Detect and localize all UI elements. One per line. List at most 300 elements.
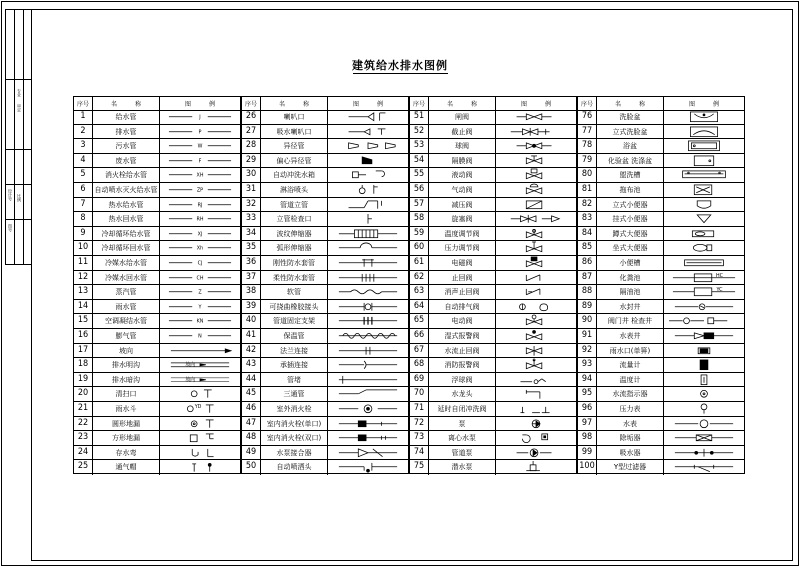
row-number: 68 — [413, 359, 425, 370]
row-number: 73 — [413, 432, 425, 443]
line-icon — [160, 227, 240, 241]
row-number: 30 — [245, 169, 257, 180]
row-name: 异径管 — [283, 142, 305, 151]
row-number: 14 — [77, 300, 89, 311]
row-name: 离心水泵 — [448, 434, 476, 443]
row-name: 液动阀 — [451, 171, 473, 180]
row-number: 99 — [581, 446, 593, 457]
table-row — [242, 344, 408, 359]
row-name: 闸阀 — [455, 113, 469, 121]
row-number: 88 — [581, 286, 593, 297]
header-no: 序号 — [580, 101, 593, 108]
table-row — [578, 183, 744, 198]
row-number: 47 — [245, 417, 257, 428]
row-name: 水龙头 — [451, 390, 473, 399]
table-row — [410, 271, 576, 286]
table-row — [242, 314, 408, 329]
table-row — [74, 125, 240, 140]
table-row — [242, 227, 408, 242]
svg-text:J: J — [199, 114, 201, 121]
row-number: 6 — [80, 184, 86, 194]
row-number: 29 — [245, 154, 257, 165]
linepump-icon — [496, 446, 576, 460]
row-name: 偏心异径管 — [276, 156, 312, 165]
row-number: 11 — [77, 257, 89, 267]
row-name: 给水管 — [115, 113, 137, 121]
line-icon — [160, 110, 240, 124]
row-number: 22 — [77, 417, 89, 428]
table-row — [578, 446, 744, 461]
legend-header — [410, 97, 576, 111]
row-name: 管道立管 — [280, 200, 308, 209]
drain-icon — [160, 417, 240, 431]
table-row — [578, 271, 744, 286]
line-icon — [160, 285, 240, 299]
line-icon — [160, 168, 240, 182]
row-number: 43 — [245, 359, 257, 370]
table-row — [410, 431, 576, 446]
legend-header — [578, 97, 744, 111]
table-row — [74, 460, 240, 475]
row-number: 53 — [413, 140, 425, 151]
svg-text:P: P — [198, 129, 202, 136]
row-name: 自动排气阀 — [444, 302, 480, 311]
plugv-icon — [496, 212, 576, 226]
shower-icon — [328, 183, 408, 197]
wells-icon — [664, 314, 744, 328]
row-number: 95 — [581, 388, 593, 399]
svg-text:Xh: Xh — [196, 246, 204, 253]
table-row — [578, 417, 744, 432]
riser-icon — [328, 198, 408, 212]
airv-icon — [496, 300, 576, 314]
row-number: 41 — [245, 330, 257, 340]
row-number: 17 — [77, 344, 89, 355]
insul-icon — [328, 329, 408, 343]
titleblock-text: 专业 — [17, 89, 22, 97]
row-name: 流量计 — [619, 361, 641, 370]
row-name: 雨水口(单箅) — [609, 346, 651, 355]
line-icon — [160, 256, 240, 270]
header-no: 序号 — [76, 101, 89, 108]
squat-icon — [664, 227, 744, 241]
row-number: 62 — [413, 271, 425, 282]
table-row — [74, 417, 240, 432]
row-number: 40 — [245, 315, 257, 326]
line-icon — [160, 314, 240, 328]
row-number: 77 — [581, 125, 593, 136]
titleblock-text: 设计号 — [8, 189, 13, 201]
row-number: 44 — [245, 373, 257, 384]
ditch-icon — [160, 358, 240, 372]
table-row — [242, 446, 408, 461]
row-number: 20 — [77, 388, 89, 399]
row-name: 球阀 — [455, 142, 469, 151]
table-row — [410, 198, 576, 213]
row-name: 弧形伸缩器 — [276, 244, 312, 253]
row-number: 92 — [581, 344, 593, 355]
row-name: 吸水器 — [619, 448, 641, 457]
row-number: 32 — [245, 198, 257, 209]
table-row — [578, 300, 744, 315]
pump-icon — [496, 417, 576, 431]
header-symbol: 图 例 — [352, 101, 383, 108]
row-number: 26 — [245, 111, 257, 121]
arc-icon — [328, 241, 408, 255]
reducer2-icon — [328, 154, 408, 168]
row-name: 旋塞阀 — [451, 215, 473, 224]
flowind-icon — [664, 387, 744, 401]
legend-block — [577, 96, 745, 474]
row-number: 87 — [581, 271, 593, 282]
prv-icon — [496, 198, 576, 212]
row-number: 21 — [77, 403, 89, 413]
table-row — [410, 329, 576, 344]
row-name: 水表井 — [619, 332, 641, 340]
row-name: 消声止回阀 — [444, 288, 480, 297]
row-name: 电动阀 — [451, 317, 473, 326]
row-name: 三通管 — [283, 390, 305, 399]
tee-icon — [328, 387, 408, 401]
table-row — [578, 358, 744, 373]
table-row — [410, 227, 576, 242]
table-row — [242, 139, 408, 154]
row-name: 室内消火栓(双口) — [266, 434, 322, 443]
titleblock-text: 比例 — [17, 194, 22, 202]
table-row — [242, 154, 408, 169]
flush-icon — [496, 402, 576, 416]
row-name: 化验盆 洗涤盆 — [607, 156, 653, 165]
header-name: 名 称 — [446, 101, 477, 108]
row-name: 承插连接 — [280, 361, 308, 370]
svg-text:Y: Y — [198, 304, 202, 311]
solenoid-icon — [496, 256, 576, 270]
row-number: 8 — [80, 213, 86, 224]
row-name: 蒸汽管 — [115, 288, 137, 297]
table-row — [410, 154, 576, 169]
row-name: 可挠曲橡胶接头 — [269, 302, 319, 311]
toilet-icon — [664, 241, 744, 255]
subpump-icon — [496, 460, 576, 474]
hose-icon — [328, 285, 408, 299]
table-row — [242, 358, 408, 373]
row-name: 排水管 — [115, 127, 137, 136]
row-name: 止回阀 — [451, 273, 473, 282]
svg-text:F: F — [198, 158, 202, 165]
line-icon — [160, 329, 240, 343]
table-row — [578, 387, 744, 402]
row-name: 膨气管 — [115, 332, 137, 340]
svg-text:XJ: XJ — [197, 231, 203, 238]
check-icon — [328, 212, 408, 226]
header-name: 名 称 — [278, 101, 309, 108]
svg-text:YC: YC — [716, 287, 723, 294]
table-row — [410, 256, 576, 271]
trough-icon — [664, 168, 744, 182]
table-row — [242, 402, 408, 417]
header-name: 名 称 — [614, 101, 645, 108]
row-name: 排水暗沟 — [112, 375, 140, 384]
row-name: 除垢器 — [619, 434, 641, 443]
row-number: 46 — [245, 403, 257, 413]
row-name: 淋浴喷头 — [280, 186, 308, 194]
row-name: 温度调节阀 — [444, 229, 480, 238]
row-name: 冷媒水给水管 — [105, 259, 147, 267]
table-row — [410, 285, 576, 300]
row-number: 69 — [413, 373, 425, 384]
table-row — [578, 198, 744, 213]
meterwell-icon — [664, 329, 744, 343]
row-number: 70 — [413, 388, 425, 399]
row-number: 75 — [413, 461, 425, 472]
urtrough-icon — [664, 256, 744, 270]
row-number: 42 — [245, 344, 257, 355]
svg-text:HC: HC — [716, 272, 724, 279]
row-name: 存水弯 — [115, 448, 137, 457]
table-row — [578, 241, 744, 256]
table-row — [74, 358, 240, 373]
row-number: 63 — [413, 286, 425, 297]
row-name: 喇叭口 — [283, 113, 305, 121]
row-name: 隔膜阀 — [451, 156, 473, 165]
row-name: 室内消火栓(单口) — [266, 419, 322, 428]
table-row — [242, 110, 408, 125]
row-name: 管堵 — [287, 375, 301, 384]
table-row — [410, 241, 576, 256]
floatv-icon — [496, 373, 576, 387]
row-number: 49 — [245, 446, 257, 457]
row-number: 12 — [77, 271, 89, 282]
svg-text:W: W — [197, 143, 203, 150]
motorv-icon — [496, 314, 576, 328]
table-row — [410, 373, 576, 388]
row-name: 方形地漏 — [112, 434, 140, 443]
titleblock-text: 审定 — [17, 104, 22, 112]
row-name: 消防报警阀 — [444, 361, 480, 370]
urinal2-icon — [664, 212, 744, 226]
row-name: 雨水管 — [115, 302, 137, 311]
row-name: 减压阀 — [451, 200, 473, 209]
row-name: 废水管 — [115, 156, 137, 165]
table-row — [410, 212, 576, 227]
svg-text:坡向: 坡向 — [185, 361, 196, 368]
row-name: 水泵接合器 — [276, 448, 312, 457]
legend-block — [241, 96, 409, 474]
row-name: 泵 — [458, 419, 466, 428]
table-row — [74, 198, 240, 213]
row-number: 100 — [579, 461, 595, 472]
table-row — [410, 402, 576, 417]
row-number: 18 — [77, 359, 89, 370]
gauge-icon — [664, 402, 744, 416]
row-name: 浴盆 — [623, 142, 637, 151]
table-row — [410, 446, 576, 461]
row-name: 法兰连接 — [280, 346, 308, 355]
table-row — [578, 227, 744, 242]
row-number: 86 — [581, 257, 593, 267]
tempv-icon — [496, 227, 576, 241]
header-no: 序号 — [412, 101, 425, 108]
row-name: 湿式报警阀 — [444, 332, 480, 340]
row-name: 排水明沟 — [112, 361, 140, 370]
row-number: 48 — [245, 432, 257, 443]
header-symbol: 图 例 — [184, 101, 215, 108]
row-name: 挂式小便器 — [612, 215, 648, 224]
tap-icon — [496, 387, 576, 401]
table-row — [410, 460, 576, 475]
table-row — [578, 212, 744, 227]
row-name: 冷却循环回水管 — [101, 244, 151, 253]
pneu-icon — [496, 183, 576, 197]
table-row — [242, 285, 408, 300]
reducer-icon — [328, 139, 408, 153]
pumpconn-icon — [328, 446, 408, 460]
page-title: 建筑给水排水图例 — [352, 59, 448, 72]
hydv-icon — [496, 168, 576, 182]
socket-icon — [328, 358, 408, 372]
row-name: 潜水泵 — [451, 463, 473, 472]
ditch2-icon — [160, 373, 240, 387]
line-icon — [160, 300, 240, 314]
table-row — [242, 329, 408, 344]
row-name: 立管检查口 — [276, 215, 312, 224]
svg-text:RJ: RJ — [197, 202, 203, 209]
basin2-icon — [664, 125, 744, 139]
row-number: 90 — [581, 315, 593, 326]
row-name: 管道泵 — [451, 448, 473, 457]
title-underline — [353, 73, 448, 74]
row-number: 64 — [413, 300, 425, 311]
row-name: 水封井 — [619, 302, 641, 311]
table-row — [578, 139, 744, 154]
row-name: 自动喷洒头 — [276, 463, 312, 472]
table-row — [410, 110, 576, 125]
row-name: 圆形地漏 — [112, 419, 140, 428]
table-row — [74, 285, 240, 300]
line-icon — [160, 183, 240, 197]
row-name: 柔性防水套管 — [273, 273, 315, 282]
line-icon — [160, 212, 240, 226]
table-row — [410, 387, 576, 402]
row-number: 36 — [245, 257, 257, 267]
row-number: 89 — [581, 300, 593, 311]
table-row — [74, 314, 240, 329]
sqdrain-icon — [160, 431, 240, 445]
row-name: 截止阀 — [451, 127, 473, 136]
row-name: 室外消火栓 — [276, 405, 312, 413]
line-icon — [160, 271, 240, 285]
row-name: 浮球阀 — [451, 375, 473, 384]
table-row — [410, 417, 576, 432]
row-number: 96 — [581, 403, 593, 413]
table-row — [74, 373, 240, 388]
table-row — [410, 358, 576, 373]
row-number: 57 — [413, 198, 425, 209]
table-row — [242, 373, 408, 388]
svg-text:KN: KN — [196, 319, 204, 326]
row-name: 水流止回阀 — [444, 346, 480, 355]
row-number: 33 — [245, 213, 257, 224]
row-number: 97 — [581, 417, 593, 428]
gate-icon — [496, 110, 576, 124]
table-row — [410, 125, 576, 140]
meter-icon — [664, 417, 744, 431]
table-row — [74, 256, 240, 271]
row-name: 盥洗槽 — [619, 171, 641, 180]
basin-icon — [664, 110, 744, 124]
row-number: 39 — [245, 300, 257, 311]
row-number: 1 — [80, 111, 86, 121]
table-row — [74, 329, 240, 344]
header-symbol: 图 例 — [520, 101, 551, 108]
table-row — [578, 110, 744, 125]
row-number: 4 — [80, 154, 86, 165]
table-row — [410, 168, 576, 183]
ystrainer-icon — [664, 460, 744, 474]
svg-text:ZP: ZP — [196, 187, 204, 194]
row-name: 热水给水管 — [108, 200, 144, 209]
table-row — [74, 446, 240, 461]
table-row — [242, 300, 408, 315]
table-row — [74, 431, 240, 446]
row-name: 阀门井 检查井 — [607, 317, 653, 326]
row-name: 软管 — [287, 288, 301, 297]
row-number: 60 — [413, 242, 425, 253]
alarmv-icon — [496, 358, 576, 372]
row-name: 管道固定支架 — [273, 317, 315, 326]
row-name: 化粪池 — [619, 273, 641, 282]
seal-icon — [664, 300, 744, 314]
row-number: 58 — [413, 213, 425, 224]
row-name: 坡向 — [119, 346, 133, 355]
table-row — [74, 344, 240, 359]
hydrant-icon — [328, 402, 408, 416]
row-name: 自动喷水灭火给水管 — [94, 186, 158, 194]
row-number: 28 — [245, 140, 257, 151]
table-row — [74, 212, 240, 227]
table-row — [74, 402, 240, 417]
support-icon — [328, 314, 408, 328]
table-row — [578, 344, 744, 359]
table-row — [578, 168, 744, 183]
row-number: 19 — [77, 373, 89, 384]
row-number: 54 — [413, 154, 425, 165]
wetv-icon — [496, 329, 576, 343]
table-row — [242, 431, 408, 446]
flowm-icon — [664, 358, 744, 372]
line-icon — [160, 139, 240, 153]
svg-text:RH: RH — [196, 216, 204, 223]
row-number: 34 — [245, 227, 257, 238]
bellows-icon — [328, 227, 408, 241]
bell2-icon — [328, 125, 408, 139]
row-name: 拖布池 — [619, 186, 641, 194]
descale-icon — [664, 431, 744, 445]
svg-text:YD: YD — [194, 403, 202, 410]
row-number: 65 — [413, 315, 425, 326]
header-no: 序号 — [244, 101, 257, 108]
header-name: 名 称 — [110, 101, 141, 108]
row-name: 热水回水管 — [108, 215, 144, 224]
thermo-icon — [664, 373, 744, 387]
flange-icon — [328, 344, 408, 358]
table-row — [578, 329, 744, 344]
row-number: 51 — [413, 111, 425, 121]
row-number: 91 — [581, 330, 593, 340]
row-number: 59 — [413, 227, 425, 238]
row-number: 56 — [413, 184, 425, 194]
row-name: 水流指示器 — [612, 390, 648, 399]
